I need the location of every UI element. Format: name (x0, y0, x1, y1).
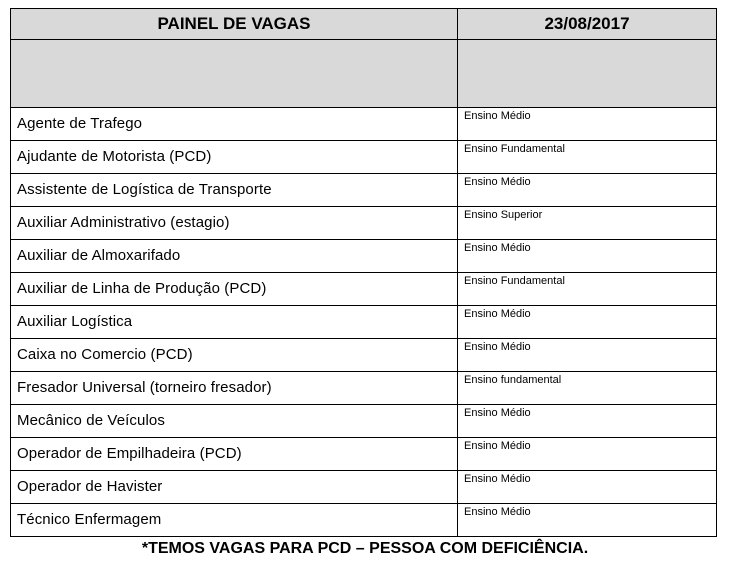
table-row (11, 140, 716, 173)
job-title: Assistente de Logística de Transporte (11, 174, 458, 206)
job-education: Ensino Médio (464, 110, 531, 122)
job-title: Ajudante de Motorista (PCD) (11, 141, 458, 173)
table-row (11, 404, 716, 437)
table-row (11, 371, 716, 404)
job-title: Auxiliar de Linha de Produção (PCD) (11, 273, 458, 305)
job-title: Agente de Trafego (11, 108, 458, 140)
job-education: Ensino Médio (464, 473, 531, 485)
table-row (11, 437, 716, 470)
job-title: Auxiliar Administrativo (estagio) (11, 207, 458, 239)
job-education: Ensino Fundamental (464, 275, 565, 287)
job-education: Ensino fundamental (464, 374, 562, 386)
job-title: Operador de Empilhadeira (PCD) (11, 438, 458, 470)
blank-cell-left (11, 40, 458, 107)
job-title: Caixa no Comercio (PCD) (11, 339, 458, 371)
blank-cell-right (458, 40, 716, 107)
panel-date: 23/08/2017 (544, 14, 630, 33)
job-title: Auxiliar Logística (11, 306, 458, 338)
table-row (11, 503, 716, 536)
table-row (11, 272, 716, 305)
job-title: Operador de Havister (11, 471, 458, 503)
table-row (11, 173, 716, 206)
job-education: Ensino Superior (464, 209, 543, 221)
job-education: Ensino Médio (464, 176, 531, 188)
table-row (11, 338, 716, 371)
job-title: Técnico Enfermagem (11, 504, 458, 536)
table-row (11, 206, 716, 239)
job-education: Ensino Médio (464, 407, 531, 419)
table-row (11, 305, 716, 338)
panel-title: PAINEL DE VAGAS (11, 9, 458, 39)
job-education: Ensino Médio (464, 341, 531, 353)
job-title: Mecânico de Veículos (11, 405, 458, 437)
blank-shaded-row (11, 39, 716, 107)
job-education: Ensino Fundamental (464, 143, 565, 155)
job-education: Ensino Médio (464, 308, 531, 320)
job-title: Auxiliar de Almoxarifado (11, 240, 458, 272)
table-header-row (11, 9, 716, 39)
table-row (11, 239, 716, 272)
table-row (11, 470, 716, 503)
table-row (11, 107, 716, 140)
job-education: Ensino Médio (464, 242, 531, 254)
job-education: Ensino Médio (464, 506, 531, 518)
job-education: Ensino Médio (464, 440, 531, 452)
job-vacancy-table (10, 8, 717, 537)
pcd-footnote: *TEMOS VAGAS PARA PCD – PESSOA COM DEFICIÊNCIA. (141, 540, 589, 557)
job-title: Fresador Universal (torneiro fresador) (11, 372, 458, 404)
